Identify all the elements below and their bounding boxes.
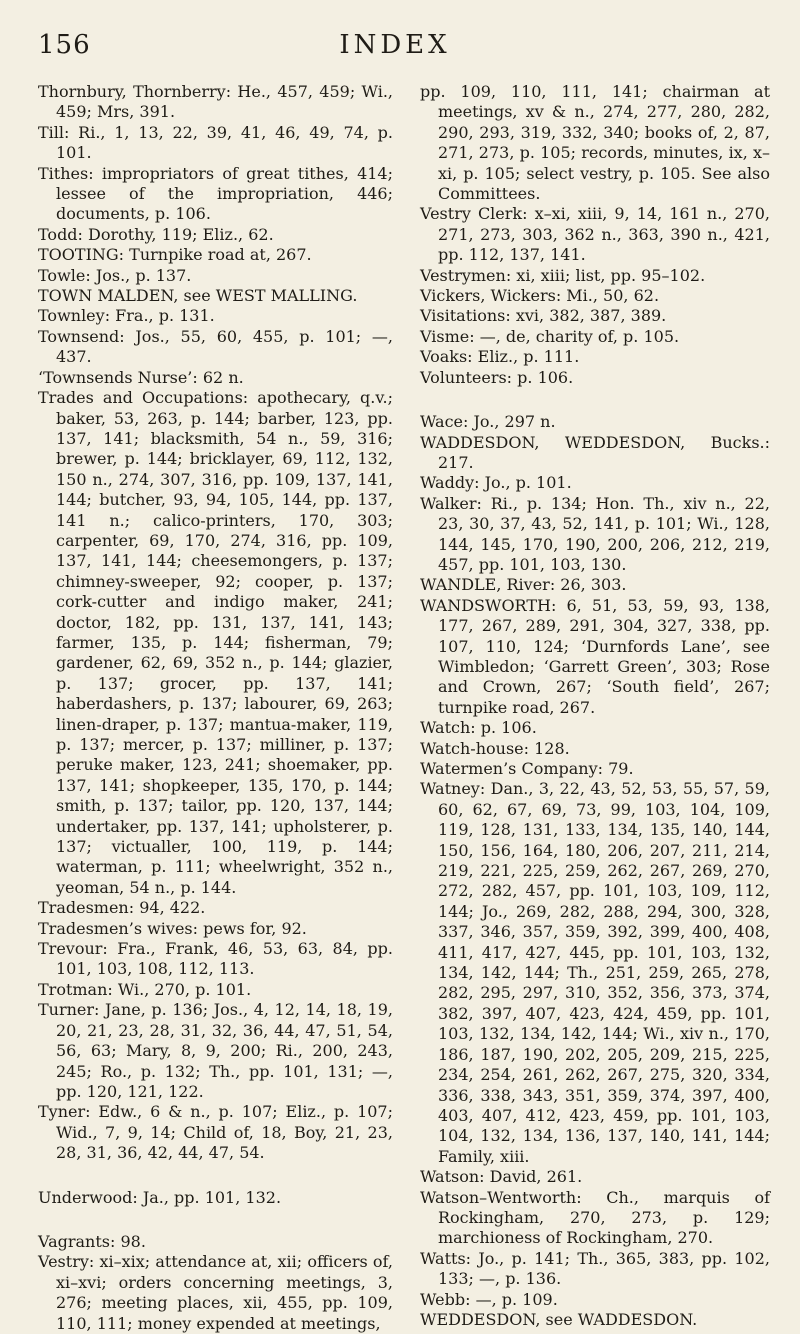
- section-spacer: [420, 388, 770, 412]
- index-entry: Trades and Occupations: apothecary, q.v.; baker, 53, 263, p. 144; barber, 123, pp. 137, 141; blacksmith, 54 n., 59, 316; brewer, p. 144; bricklayer, 69, 112, 132, 150 n., 274, 307, 316, pp. 109, 137, 141, 144; butcher, 93, 94, 105, 144, pp. 137, 141 n.; calico-printers, 170, 303; carpenter, 69, 170, 274, 316, pp. 109, 137, 141, 144; cheesemongers, p. 137; chimney-sweeper, 92; cooper, p. 137; cork-cutter and indigo maker, 241; doctor, 182, pp. 131, 137, 141, 143; farmer, 135, p. 144; fisherman, 79; gardener, 62, 69, 352 n., p. 144; glazier, p. 137; grocer, pp. 137, 141; haberdashers, p. 137; labourer, 69, 263; linen-draper, p. 137; mantua-maker, 119, p. 137; mercer, p. 137; milliner, p. 137; peruke maker, 123, 241; shoemaker, pp. 137, 141; shopkeeper, 135, 170, p. 144; smith, p. 137; tailor, pp. 120, 137, 144; undertaker, pp. 137, 141; upholsterer, p. 137; victualler, 100, 119, p. 144; waterman, p. 111; wheelwright, 352 n., yeoman, 54 n., p. 144.: [38, 388, 393, 897]
- running-head: INDEX: [339, 30, 451, 60]
- index-entry: Watson–Wentworth: Ch., marquis of Rockingham, 270, 273, p. 129; marchioness of Rockingham, 270.: [420, 1187, 770, 1248]
- index-entry: Till: Ri., 1, 13, 22, 39, 41, 46, 49, 74, p. 101.: [38, 122, 393, 163]
- index-entry: Townley: Fra., p. 131.: [38, 306, 215, 326]
- index-entry: Vestry Clerk: x–xi, xiii, 9, 14, 161 n., 270, 271, 273, 303, 362 n., 363, 390 n., 421, pp. 112, 137, 141.: [420, 204, 770, 265]
- index-entry: WEDDESDON, see WADDESDON.: [420, 1309, 698, 1329]
- index-entry: Vickers, Wickers: Mi., 50, 62.: [420, 286, 660, 306]
- index-entry: WANDLE, River: 26, 303.: [420, 575, 627, 595]
- index-entry: Turner: Jane, p. 136; Jos., 4, 12, 14, 18, 19, 20, 21, 23, 28, 31, 32, 36, 44, 47, 51, 54, 56, 63; Mary, 8, 9, 200; Ri., 200, 243, 245; Ro., p. 132; Th., pp. 101, 131; —, pp. 120, 121, 122.: [38, 1000, 393, 1101]
- index-entry: Walker: Ri., p. 134; Hon. Th., xiv n., 22, 23, 30, 37, 43, 52, 141, p. 101; Wi., 128, 144, 145, 170, 190, 200, 206, 212, 219, 457, pp. 101, 103, 130.: [420, 493, 770, 574]
- index-entry: Waddy: Jo., p. 101.: [420, 473, 572, 493]
- index-entry: Visitations: xvi, 382, 387, 389.: [420, 306, 667, 326]
- index-entry: Vagrants: 98.: [38, 1231, 146, 1251]
- section-spacer: [38, 1164, 393, 1188]
- index-entry: Visme: —, de, charity of, p. 105.: [420, 326, 680, 346]
- index-entry: Tyner: Edw., 6 & n., p. 107; Eliz., p. 107; Wid., 7, 9, 14; Child of, 18, Boy, 21, 23, 28, 31, 36, 42, 44, 47, 54.: [38, 1102, 393, 1163]
- index-entry: Tradesmen: 94, 422.: [38, 898, 206, 918]
- index-entry: pp. 109, 110, 111, 141; chairman at meetings, xv & n., 274, 277, 280, 282, 290, 293, 319, 332, 340; books of, 2, 87, 271, 273, p. 105; records, minutes, ix, x–xi, p. 105; select vestry, p. 105. See also Committees.: [420, 82, 770, 204]
- index-entry: Thornbury, Thornberry: He., 457, 459; Wi., 459; Mrs, 391.: [38, 82, 393, 122]
- section-spacer: [38, 1208, 393, 1232]
- page-number: 156: [38, 30, 91, 60]
- index-entry: Vestry: xi–xix; attendance at, xii; officers of, xi–xvi; orders concerning meetings, 3, 276; meeting places, xii, 455, pp. 109, 110, 111; money expended at meetings,: [38, 1252, 393, 1333]
- index-entry: Underwood: Ja., pp. 101, 132.: [38, 1187, 282, 1207]
- page-header: [38, 30, 752, 62]
- index-entry: Vestrymen: xi, xiii; list, pp. 95–102.: [420, 265, 706, 285]
- index-entry: ‘Townsends Nurse’: 62 n.: [38, 367, 244, 387]
- index-entry: Wace: Jo., 297 n.: [420, 412, 556, 432]
- right-column: [420, 82, 770, 1330]
- index-entry: Watch: p. 106.: [420, 718, 537, 738]
- index-entry: Trevour: Fra., Frank, 46, 53, 63, 84, pp. 101, 103, 108, 112, 113.: [38, 939, 393, 979]
- index-entry: Tithes: impropriators of great tithes, 414; lessee of the impropriation, 446; documents, p. 106.: [38, 163, 393, 224]
- index-entry: Trotman: Wi., 270, p. 101.: [38, 979, 252, 999]
- index-entry: Watts: Jo., p. 141; Th., 365, 383, pp. 102, 133; —, p. 136.: [420, 1248, 770, 1289]
- index-entry: TOWN MALDEN, see WEST MALLING.: [38, 286, 358, 306]
- index-entry: Townsend: Jos., 55, 60, 455, p. 101; —, 437.: [38, 326, 393, 367]
- index-entry: Towle: Jos., p. 137.: [38, 265, 192, 285]
- index-entry: Watson: David, 261.: [420, 1167, 583, 1187]
- index-entry: Watch-house: 128.: [420, 738, 570, 758]
- index-entry: Webb: —, p. 109.: [420, 1289, 558, 1309]
- index-entry: WADDESDON, WEDDESDON, Bucks.: 217.: [420, 432, 770, 472]
- index-entry: Watermen’s Company: 79.: [420, 759, 634, 778]
- index-entry: WANDSWORTH: 6, 51, 53, 59, 93, 138, 177, 267, 289, 291, 304, 327, 338, pp. 107, 110, 124; ‘Durnfords Lane’, see Wimbledon; ‘Garrett Green’, 303; Rose and Crown, 267; ‘South field’, 267; turnpike road, 267.: [420, 595, 770, 717]
- index-entry: Tradesmen’s wives: pews for, 92.: [38, 918, 307, 938]
- index-entry: Voaks: Eliz., p. 111.: [420, 347, 580, 367]
- index-entry: Todd: Dorothy, 119; Eliz., 62.: [38, 224, 274, 244]
- index-entry: TOOTING: Turnpike road at, 267.: [38, 245, 312, 265]
- left-column: [38, 82, 393, 1334]
- index-entry: Watney: Dan., 3, 22, 43, 52, 53, 55, 57, 59, 60, 62, 67, 69, 73, 99, 103, 104, 109, 119, 128, 131, 133, 134, 135, 140, 144, 150, 156, 164, 180, 206, 207, 211, 214, 219, 221, 225, 259, 262, 267, 269, 270, 272, 282, 457, pp. 101, 103, 109, 112, 144; Jo., 269, 282, 288, 294, 300, 328, 337, 346, 357, 359, 392, 399, 400, 408, 411, 417, 427, 445, pp. 101, 103, 132, 134, 142, 144; Th., 251, 259, 265, 278, 282, 295, 297, 310, 352, 356, 373, 374, 382, 397, 407, 423, 424, 459, pp. 101, 103, 132, 134, 142, 144; Wi., xiv n., 170, 186, 187, 190, 202, 205, 209, 215, 225, 234, 254, 261, 262, 267, 275, 320, 334, 336, 338, 343, 351, 359, 374, 397, 400, 403, 407, 412, 423, 459, pp. 101, 103, 104, 132, 134, 136, 137, 140, 141, 144; Family, xiii.: [420, 779, 770, 1166]
- index-entry: Volunteers: p. 106.: [420, 367, 574, 387]
